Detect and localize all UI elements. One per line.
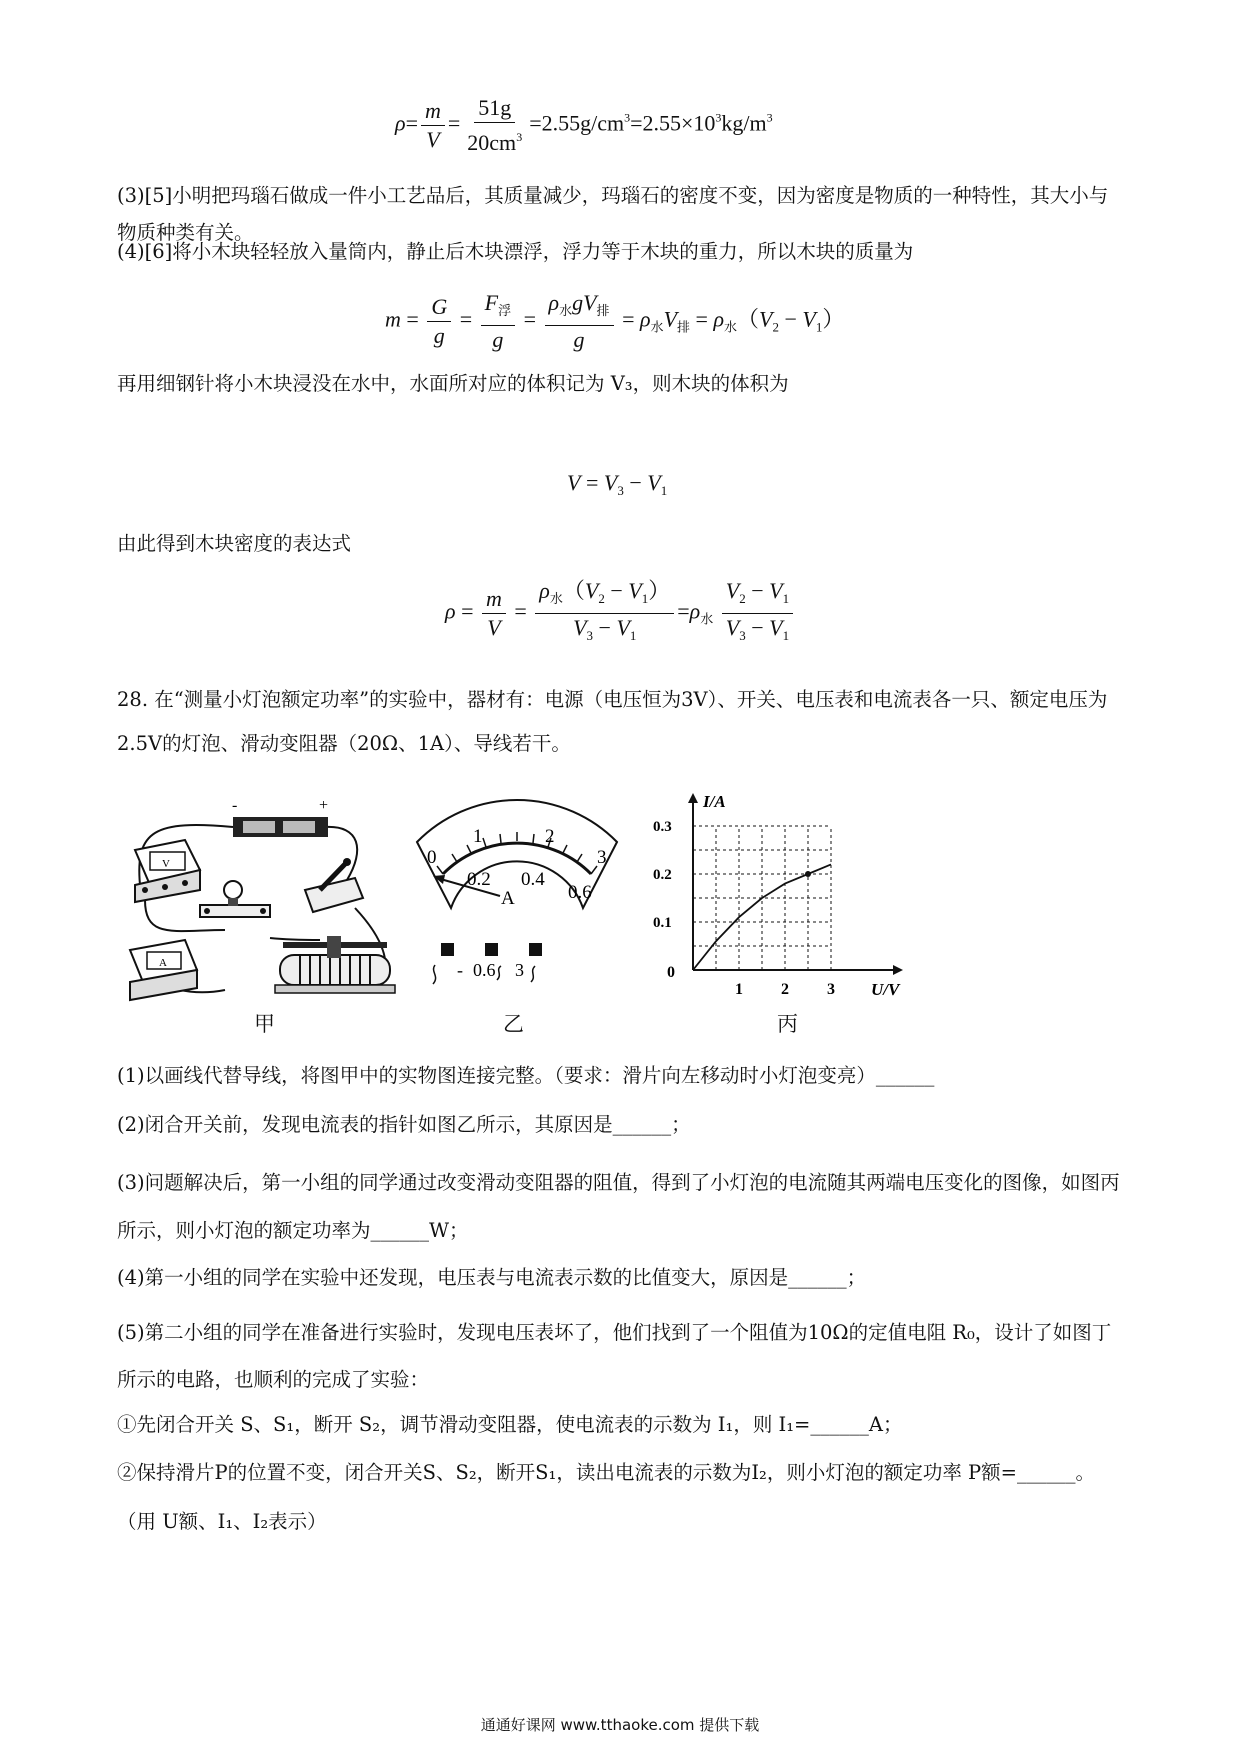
paragraph-4: (4)[6]将小木块轻轻放入量筒内，静止后木块漂浮，浮力等于木块的重力，所以木块的质量为 <box>117 240 914 263</box>
paragraph-3: (3)[5]小明把玛瑙石做成一件小工艺品后，其质量减少，玛瑙石的密度不变，因为密度是物质的一种特性，其大小与物质种类有关。 <box>117 184 1109 244</box>
outer-scale-1: 1 <box>473 826 483 847</box>
formula-volume: $V = V_3 - V_1$ <box>567 470 668 498</box>
figure-label-bing: 丙 <box>777 1012 798 1036</box>
sub-question-2: (2)闭合开关前，发现电流表的指针如图乙所示，其原因是______； <box>117 1113 691 1136</box>
rated-point <box>805 871 811 877</box>
origin-label: 0 <box>667 964 675 981</box>
terminal-3: 3 <box>515 960 524 980</box>
x-tick-label: 3 <box>827 981 835 998</box>
sub-question-5b: ②保持滑片P的位置不变，闭合开关S、S₂，断开S₁，读出电流表的示数为I₂，则小灯泡的额定功率 P额=______。 <box>117 1461 1096 1484</box>
sub-question-3: (3)问题解决后，第一小组的同学通过改变滑动变阻器的阻值，得到了小灯泡的电流随其两端电压变化的图像，如图丙所示，则小灯泡的额定功率为______W； <box>117 1171 1120 1242</box>
y-tick-label: 0.3 <box>653 819 672 835</box>
figure-label-jia: 甲 <box>254 1012 275 1036</box>
ammeter-small-label: A <box>159 957 167 969</box>
lamp-icon <box>200 881 270 917</box>
footer: 通通好课网 www.tthaoke.com 提供下载 <box>480 1716 760 1734</box>
outer-scale-3: 3 <box>597 847 607 868</box>
x-tick-label: 2 <box>781 981 789 998</box>
y-tick-label: 0.2 <box>653 867 672 883</box>
figure-bing-iv-chart <box>645 785 920 1010</box>
sub-question-5a: ①先闭合开关 S、S₁，断开 S₂，调节滑动变阻器，使电流表的示数为 I₁，则 I₁=______A； <box>117 1413 903 1436</box>
y-axis-arrow <box>688 793 698 803</box>
x-axis-label: U/V <box>871 980 900 999</box>
terminal-06: 0.6 <box>473 960 496 980</box>
sub-question-4: (4)第一小组的同学在实验中还发现，电压表与电流表示数的比值变大，原因是______； <box>117 1266 867 1289</box>
sub-question-5: (5)第二小组的同学在准备进行实验时，发现电压表坏了，他们找到了一个阻值为10Ω的定值电阻 R₀，设计了如图丁所示的电路，也顺利的完成了实验： <box>117 1321 1112 1391</box>
formula-density-wood: ρ = $\frac{m}{V}$ = $\frac{\rho_水(V_2 - V_1)}{V_3 - V_1}$ $=\rho_水$ $\frac{V_2 - V_1}{V_3 - V_1}$ <box>445 578 796 649</box>
battery-positive-label: + <box>319 797 329 814</box>
terminal-icons <box>441 943 542 956</box>
sub-question-5c: （用 U额、I₁、I₂表示） <box>117 1510 327 1533</box>
x-tick-label: 1 <box>735 981 743 998</box>
figure-yi-ammeter <box>405 790 630 1005</box>
voltmeter-label: V <box>162 858 170 870</box>
terminal-negative: - <box>457 960 463 980</box>
x-axis-arrow <box>893 965 903 975</box>
unit-label: A <box>501 888 515 909</box>
formula-mass: m = $\frac{G}{g}$ = $\frac{F_浮}{g}$ = $\frac{\rho_水gV_排}{g}$ = $\rho_水V_排 = \rho_水(V_2 - V_1)$ <box>385 290 845 352</box>
sub-question-1: (1)以画线代替导线，将图甲中的实物图连接完整。（要求：滑片向左移动时小灯泡变亮）______ <box>117 1064 935 1087</box>
question-28: 28. 在“测量小灯泡额定功率”的实验中，器材有：电源（电压恒为3V）、开关、电压表和电流表各一只、额定电压为2.5V的灯泡、滑动变阻器（20Ω、1A）、导线若干。 <box>117 688 1108 755</box>
iv-curve <box>693 864 831 970</box>
battery-negative-label: - <box>232 797 238 814</box>
inner-scale-06: 0.6 <box>568 882 592 903</box>
battery-icon <box>233 817 328 837</box>
inner-scale-04: 0.4 <box>521 869 545 890</box>
y-axis-label: I/A <box>703 792 726 811</box>
inner-scale-02: 0.2 <box>467 869 491 890</box>
formula-density-stone: ρ= $\frac{m}{V}$ = $\frac{51g}{20cm^3}$ $=2.55g/cm^3=2.55\times 10^3kg/m^3$ <box>395 95 773 155</box>
outer-scale-2: 2 <box>545 826 555 847</box>
figure-jia-circuit <box>115 790 415 1015</box>
rheostat-icon <box>275 936 395 993</box>
paragraph-6: 由此得到木块密度的表达式 <box>117 532 352 555</box>
outer-scale-0: 0 <box>427 847 437 868</box>
voltmeter-icon <box>135 840 200 902</box>
y-tick-label: 0.1 <box>653 915 672 931</box>
paragraph-5: 再用细钢针将小木块浸没在水中，水面所对应的体积记为 V₃，则木块的体积为 <box>117 372 789 395</box>
figure-label-yi: 乙 <box>503 1012 524 1036</box>
